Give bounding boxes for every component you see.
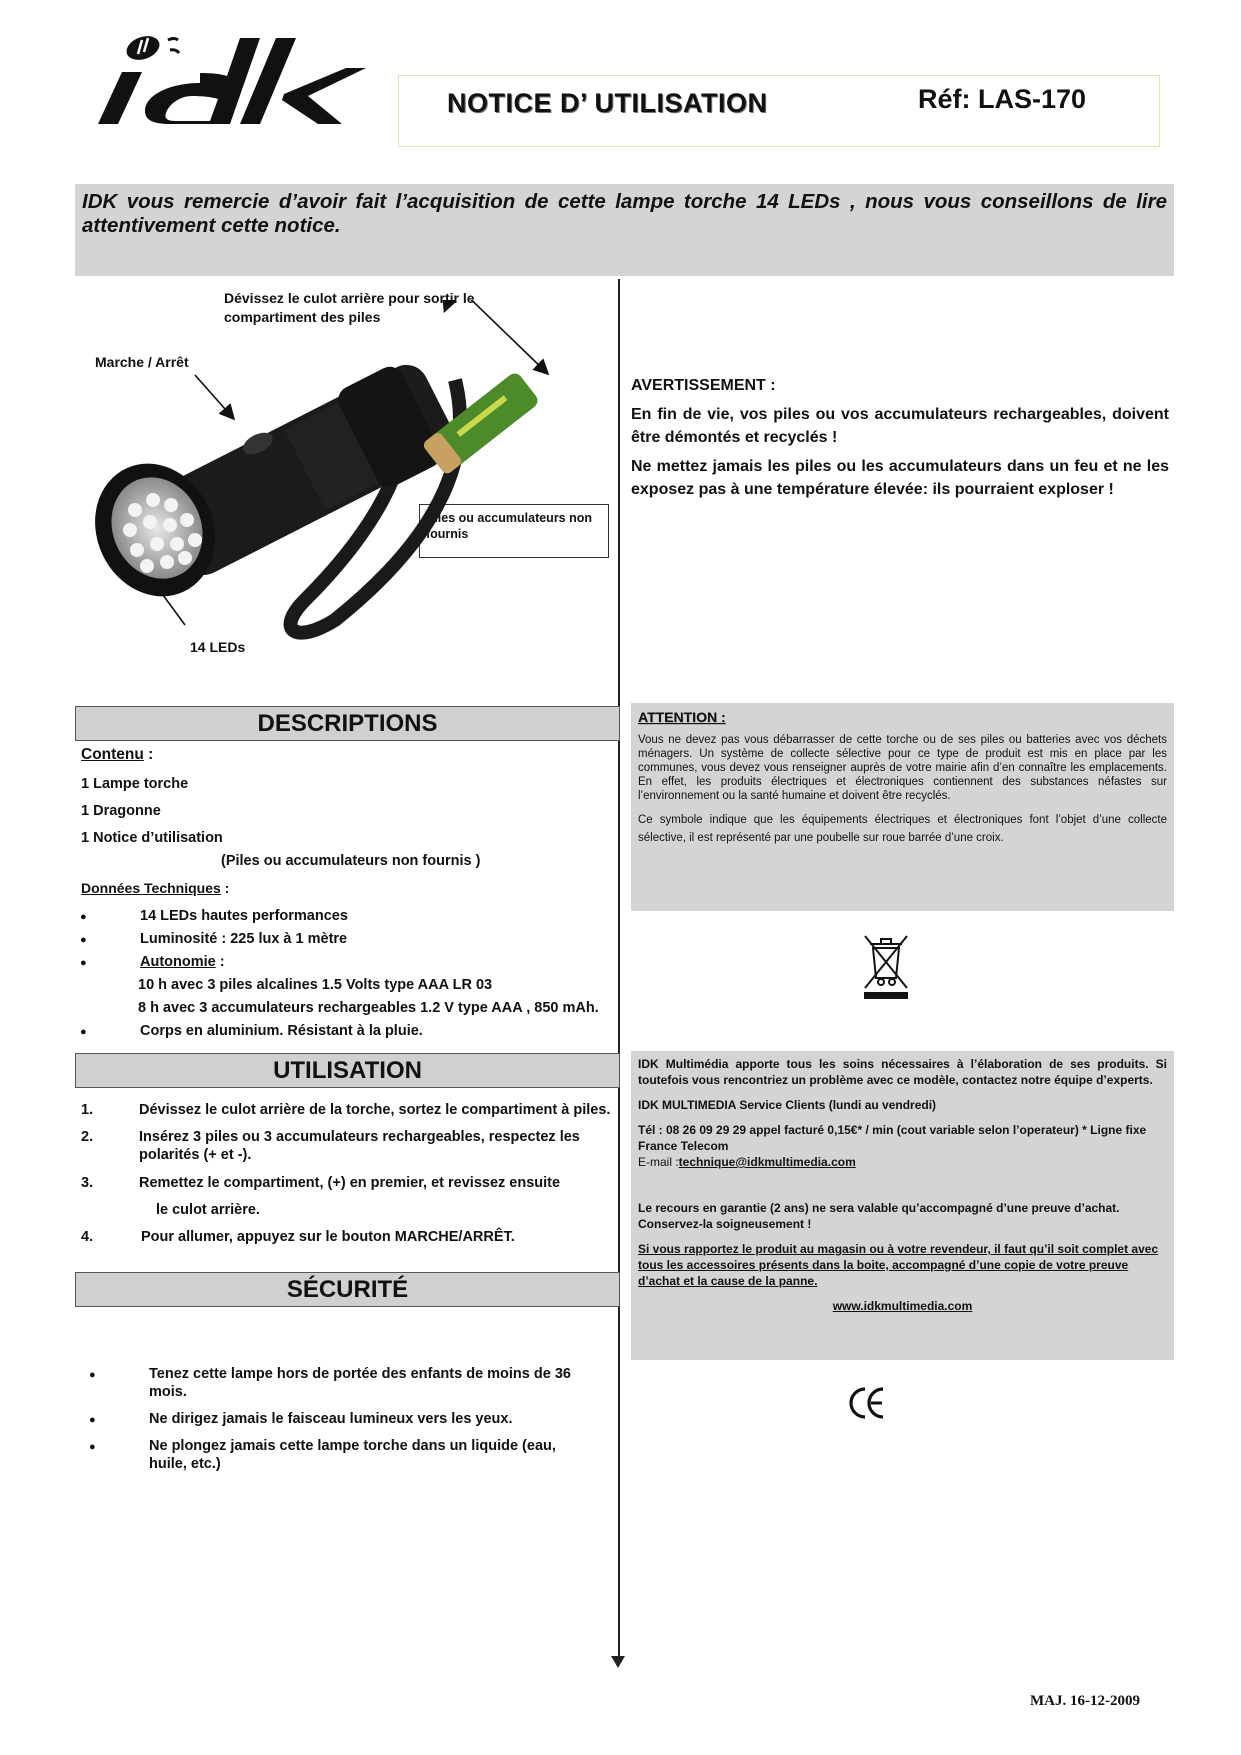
step-text: Pour allumer, appuyez sur le bouton MARCHE/ARRÊT.: [141, 1229, 515, 1245]
tech-autonomie-line1: 10 h avec 3 piles alcalines 1.5 Volts type AAA LR 03: [138, 977, 493, 993]
step-number: 3.: [81, 1175, 94, 1191]
securite-item: Ne dirigez jamais le faisceau lumineux vers les yeux.: [149, 1411, 513, 1427]
intro-box: [75, 184, 1174, 276]
label-marche-arret: Marche / Arrêt: [95, 354, 189, 370]
contenu-heading: Contenu :: [81, 746, 154, 763]
contenu-item: 1 Notice d’utilisation: [81, 830, 223, 846]
step-text: Insérez 3 piles ou 3 accumulateurs rechargeables, respectez les polarités (+ et -).: [139, 1129, 580, 1163]
utilisation-heading: UTILISATION: [75, 1053, 620, 1088]
step-text-cont: le culot arrière.: [156, 1202, 260, 1218]
update-date: MAJ. 16-12-2009: [1030, 1693, 1140, 1709]
info-service: IDK MULTIMEDIA Service Clients (lundi au vendredi): [638, 1098, 937, 1112]
descriptions-heading: DESCRIPTIONS: [75, 706, 620, 741]
bullet-icon: ●: [80, 911, 87, 923]
attention-title: ATTENTION :: [638, 709, 726, 725]
step-number: 2.: [81, 1129, 94, 1145]
step-text: Dévissez le culot arrière de la torche, sortez le compartiment à piles.: [139, 1102, 611, 1118]
securite-item: Tenez cette lampe hors de portée des enfants de moins de 36 mois.: [149, 1366, 571, 1400]
label-culot: Dévissez le culot arrière pour sortir le compartiment des piles: [224, 290, 475, 325]
email-link[interactable]: technique@idkmultimedia.com: [678, 1155, 856, 1169]
tech-autonomie: Autonomie :: [140, 954, 225, 970]
contenu-item: 1 Lampe torche: [81, 776, 189, 792]
attention-box: [631, 703, 1174, 911]
securite-heading: SÉCURITÉ: [75, 1272, 620, 1307]
attention-p2: Ce symbole indique que les équipements électriques et électroniques font l’objet d’une collecte sélective, il est représenté par une poubelle sur roue barrée d’une croix.: [638, 814, 1167, 844]
attention-p1: Vous ne devez pas vous débarrasser de cette torche ou de ses piles ou batteries avec vos déchets ménagers. Un système de collecte sélective pour ce type de produit est mis en place par les communes, vous devez vous renseigner auprès de votre mairie afin d’en connaître les emplacements. En effet, les produits électriques et électroniques contiennent des substances néfastes sur l’environnement ou la santé humaine et doivent être recyclés.: [638, 734, 1167, 802]
avertissement-p1: En fin de vie, vos piles ou vos accumulateurs rechargeables, doivent être démontés et recyclés !: [631, 406, 1169, 446]
bullet-icon: ●: [80, 957, 87, 969]
avertissement-block: [631, 374, 1169, 507]
tech-autonomie-line2: 8 h avec 3 accumulateurs rechargeables 1.2 V type AAA , 850 mAh.: [138, 1000, 599, 1016]
info-email-line: E-mail :technique@idkmultimedia.com: [638, 1155, 856, 1169]
avertissement-title: AVERTISSEMENT :: [631, 377, 776, 394]
securite-item: Ne plongez jamais cette lampe torche dans un liquide (eau, huile, etc.): [149, 1438, 556, 1472]
info-tel: Tél : 08 26 09 29 29 appel facturé 0,15€* / min (cout variable selon l’operateur) * Ligne fixe France Telecom: [638, 1123, 1147, 1153]
idk-logo: [80, 28, 380, 138]
avertissement-p2: Ne mettez jamais les piles ou les accumulateurs dans un feu et ne les exposez pas à une température élevée: ils pourraient exploser !: [631, 458, 1169, 498]
info-retour: Si vous rapportez le produit au magasin ou à votre revendeur, il faut qu’il soit complet avec tous les accessoires présents dans la boite, accompagné d’une copie de votre preuve d’achat et la cause de la panne.: [638, 1242, 1159, 1288]
info-garantie: Le recours en garantie (2 ans) ne sera valable qu’accompagné d’une preuve d’achat. Conservez-la soigneusement !: [638, 1201, 1120, 1231]
step-number: 1.: [81, 1102, 94, 1118]
svg-text:CE: CE: [847, 1383, 849, 1384]
label-piles-box: Piles ou accumulateurs non fournis: [419, 504, 609, 558]
ce-mark-icon: [847, 1383, 887, 1423]
tech-item: Luminosité : 225 lux à 1 mètre: [140, 931, 348, 947]
weee-crossed-bin-icon: [859, 930, 913, 1000]
divider-arrow-icon: [611, 1656, 625, 1668]
intro-text: IDK vous remercie d’avoir fait l’acquisition de cette lampe torche 14 LEDs , nous vous conseillons de lire attentivement cette notice.: [82, 190, 1167, 237]
bullet-icon: ●: [89, 1414, 96, 1426]
info-p1: IDK Multimédia apporte tous les soins nécessaires à l’élaboration de ses produits. Si toutefois vous rencontriez un problème avec ce modèle, contactez notre équipe d’experts.: [638, 1057, 1167, 1087]
label-14-leds: 14 LEDs: [190, 639, 246, 655]
bullet-icon: ●: [89, 1441, 96, 1453]
step-text: Remettez le compartiment, (+) en premier, et revissez ensuite: [139, 1175, 561, 1191]
tech-item: Corps en aluminium. Résistant à la pluie.: [140, 1023, 423, 1039]
bullet-icon: ●: [89, 1369, 96, 1381]
bullet-icon: ●: [80, 934, 87, 946]
website-link[interactable]: www.idkmultimedia.com: [832, 1299, 973, 1313]
product-reference: Réf: LAS-170: [918, 84, 1087, 114]
contenu-item: 1 Dragonne: [81, 803, 161, 819]
flashlight-illustration: [75, 300, 620, 650]
bullet-icon: ●: [80, 1026, 87, 1038]
tech-heading: Données Techniques :: [81, 880, 230, 896]
service-info-box: [631, 1051, 1174, 1360]
step-number: 4.: [81, 1229, 94, 1245]
document-title: NOTICE D’ UTILISATION: [447, 88, 768, 118]
tech-item: 14 LEDs hautes performances: [140, 908, 348, 924]
contenu-note: (Piles ou accumulateurs non fournis ): [221, 853, 481, 869]
